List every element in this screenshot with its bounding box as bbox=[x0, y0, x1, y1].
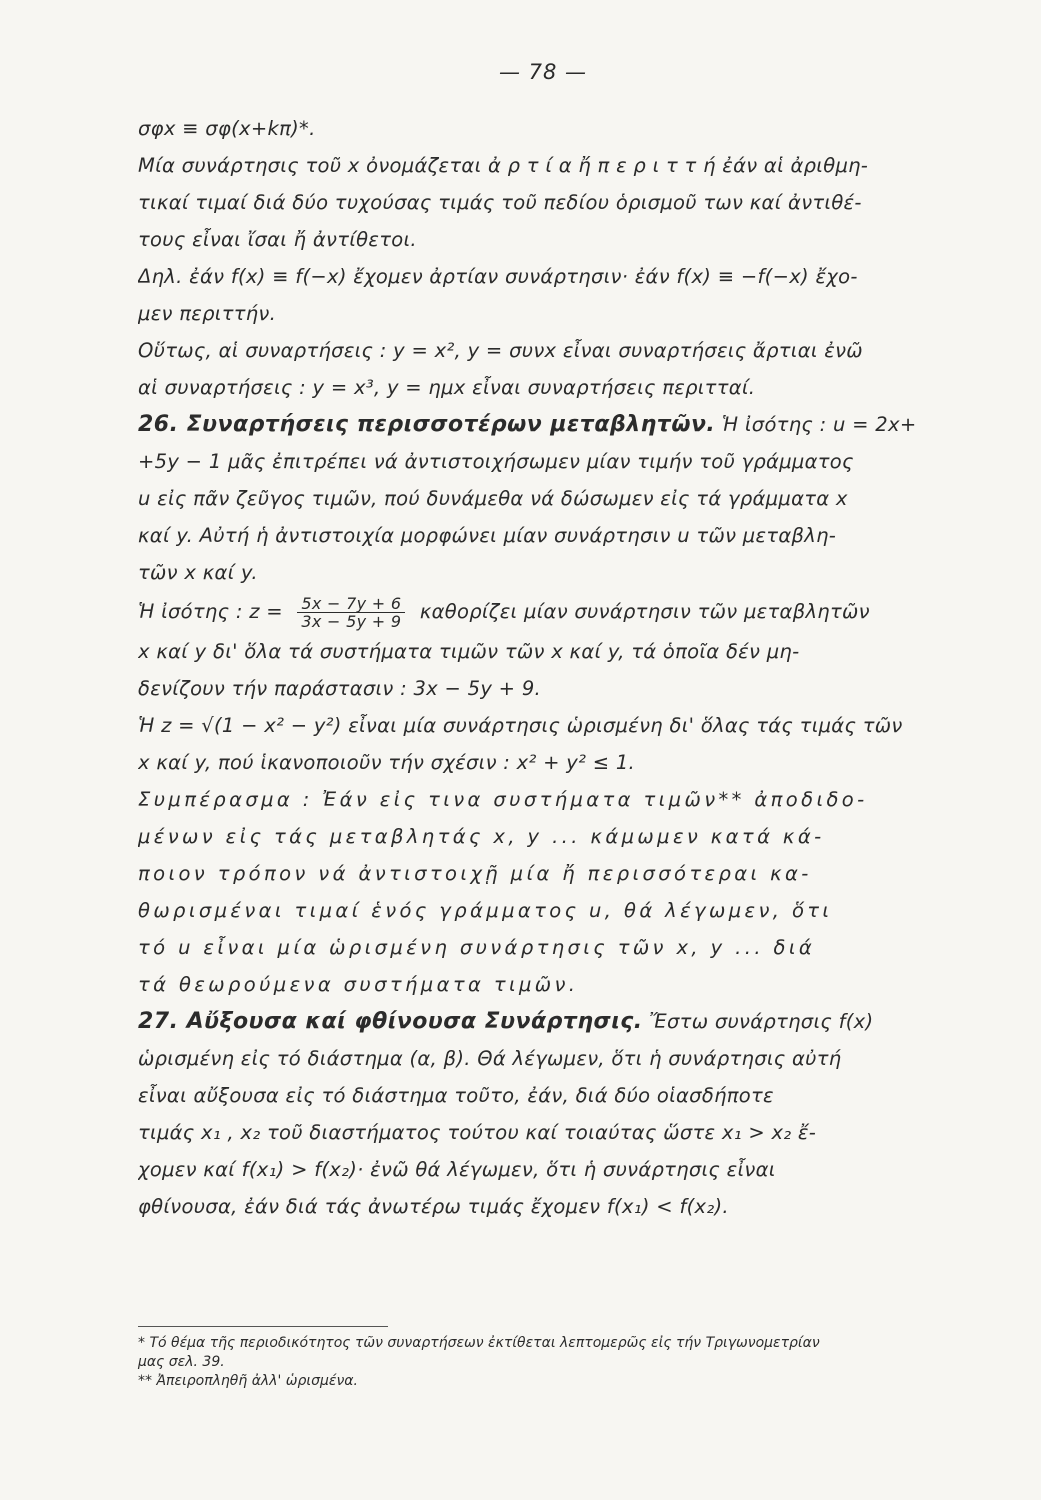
conclusion-line: ποιον τρόπον νά ἀντιστοιχῇ μία ἤ περισσότεραι κα- bbox=[138, 862, 812, 885]
footnote-divider bbox=[138, 1326, 388, 1327]
fraction-denominator: 3x − 5y + 9 bbox=[301, 612, 402, 631]
fraction-suffix: καθορίζει μίαν συνάρτησιν τῶν μεταβλητῶν bbox=[419, 600, 870, 623]
text-line: τικαί τιμαί διά δύο τυχούσας τιμάς τοῦ πεδίου ὁρισμοῦ των καί ἀντιθέ- bbox=[138, 191, 862, 214]
text-line: Δηλ. ἐάν f(x) ≡ f(−x) ἔχομεν ἀρτίαν συνάρτησιν· ἐάν f(x) ≡ −f(−x) ἔχο- bbox=[138, 265, 858, 288]
page-body bbox=[138, 110, 998, 1225]
text-line: x καί y, πού ἱκανοποιοῦν τήν σχέσιν : x² + y² ≤ 1. bbox=[138, 751, 636, 774]
fraction-numerator: 5x − 7y + 6 bbox=[297, 595, 405, 613]
footnote: * Τό θέμα τῆς περιοδικότητος τῶν συναρτήσεων ἐκτίθεται λεπτομερῶς εἰς τήν Τριγωνομετρίαν bbox=[138, 1335, 820, 1351]
text-line: καί y. Αὐτή ἡ ἀντιστοιχία μορφώνει μίαν συνάρτησιν u τῶν μεταβλη- bbox=[138, 524, 837, 547]
text-line: τιμάς x₁ , x₂ τοῦ διαστήματος τούτου καί τοιαύτας ὥστε x₁ > x₂ ἔ- bbox=[138, 1121, 817, 1144]
text-line: Μία συνάρτησις τοῦ x ὀνομάζεται ἀ ρ τ ί α ἤ π ε ρ ι τ τ ή ἐάν αἱ ἀριθμη- bbox=[138, 154, 869, 177]
section-26-first-line-rest: Ἡ ἰσότης : u = 2x+ bbox=[721, 413, 917, 436]
text-line: ὡρισμένη εἰς τό διάστημα (α, β). Θά λέγωμεν, ὅτι ἡ συνάρτησις αὐτή bbox=[138, 1047, 842, 1070]
section-26-first-line bbox=[138, 406, 998, 443]
footnotes bbox=[138, 1334, 978, 1391]
fraction-prefix: Ἡ ἰσότης : z = bbox=[138, 600, 283, 623]
text-line: εἶναι αὔξουσα εἰς τό διάστημα τοῦτο, ἐάν, διά δύο οἱασδήποτε bbox=[138, 1084, 774, 1107]
section-27-first-line-rest: Ἔστω συνάρτησις f(x) bbox=[649, 1010, 874, 1033]
page-number: — 78 — bbox=[498, 60, 588, 84]
fraction-line bbox=[138, 591, 998, 633]
text-line: αἱ συναρτήσεις : y = x³, y = ημx εἶναι συναρτήσεις περιτταί. bbox=[138, 376, 756, 399]
text-line: τῶν x καί y. bbox=[138, 561, 258, 584]
text-line: Οὕτως, αἱ συναρτήσεις : y = x², y = συνx εἶναι συναρτήσεις ἄρτιαι ἐνῶ bbox=[138, 339, 863, 362]
text-line: Ἡ z = √(1 − x² − y²) εἶναι μία συνάρτησις ὡρισμένη δι' ὅλας τάς τιμάς τῶν bbox=[138, 714, 903, 737]
text-line: χομεν καί f(x₁) > f(x₂)· ἐνῶ θά λέγωμεν, ὅτι ἡ συνάρτησις εἶναι bbox=[138, 1158, 776, 1181]
text-line: x καί y δι' ὅλα τά συστήματα τιμῶν τῶν x καί y, τά ὁποῖα δέν μη- bbox=[138, 640, 800, 663]
conclusion-line: θωρισμέναι τιμαί ἑνός γράμματος u, θά λέγωμεν, ὅτι bbox=[138, 899, 833, 922]
footnote: ** Ἀπειροπληθῆ ἀλλ' ὡρισμένα. bbox=[138, 1373, 358, 1389]
fraction bbox=[297, 595, 405, 630]
text-line: σφx ≡ σφ(x+kπ)*. bbox=[138, 117, 316, 140]
section-26-heading: 26. Συναρτήσεις περισσοτέρων μεταβλητῶν. bbox=[138, 412, 716, 437]
text-line: τους εἶναι ἴσαι ἤ ἀντίθετοι. bbox=[138, 228, 417, 251]
conclusion-line: μένων εἰς τάς μεταβλητάς x, y ... κάμωμεν κατά κά- bbox=[138, 825, 825, 848]
conclusion-line: τά θεωρούμενα συστήματα τιμῶν. bbox=[138, 973, 579, 996]
text-line: δενίζουν τήν παράστασιν : 3x − 5y + 9. bbox=[138, 677, 542, 700]
text-line: u εἰς πᾶν ζεῦγος τιμῶν, πού δυνάμεθα νά δώσωμεν εἰς τά γράμματα x bbox=[138, 487, 848, 510]
footnote: μας σελ. 39. bbox=[138, 1354, 225, 1370]
section-27-heading: 27. Αὔξουσα καί φθίνουσα Συνάρτησις. bbox=[138, 1009, 643, 1034]
text-line: μεν περιττήν. bbox=[138, 302, 277, 325]
text-line: φθίνουσα, ἐάν διά τάς ἀνωτέρω τιμάς ἔχομεν f(x₁) < f(x₂). bbox=[138, 1195, 729, 1218]
conclusion-line: τό u εἶναι μία ὡρισμένη συνάρτησις τῶν x, y ... διά bbox=[138, 936, 816, 959]
conclusion-line: Συμπέρασμα : Ἐάν εἰς τινα συστήματα τιμῶν** ἀποδιδο- bbox=[138, 788, 868, 811]
section-27-first-line bbox=[138, 1003, 998, 1040]
text-line: +5y − 1 μᾶς ἐπιτρέπει νά ἀντιστοιχήσωμεν μίαν τιμήν τοῦ γράμματος bbox=[138, 450, 854, 473]
